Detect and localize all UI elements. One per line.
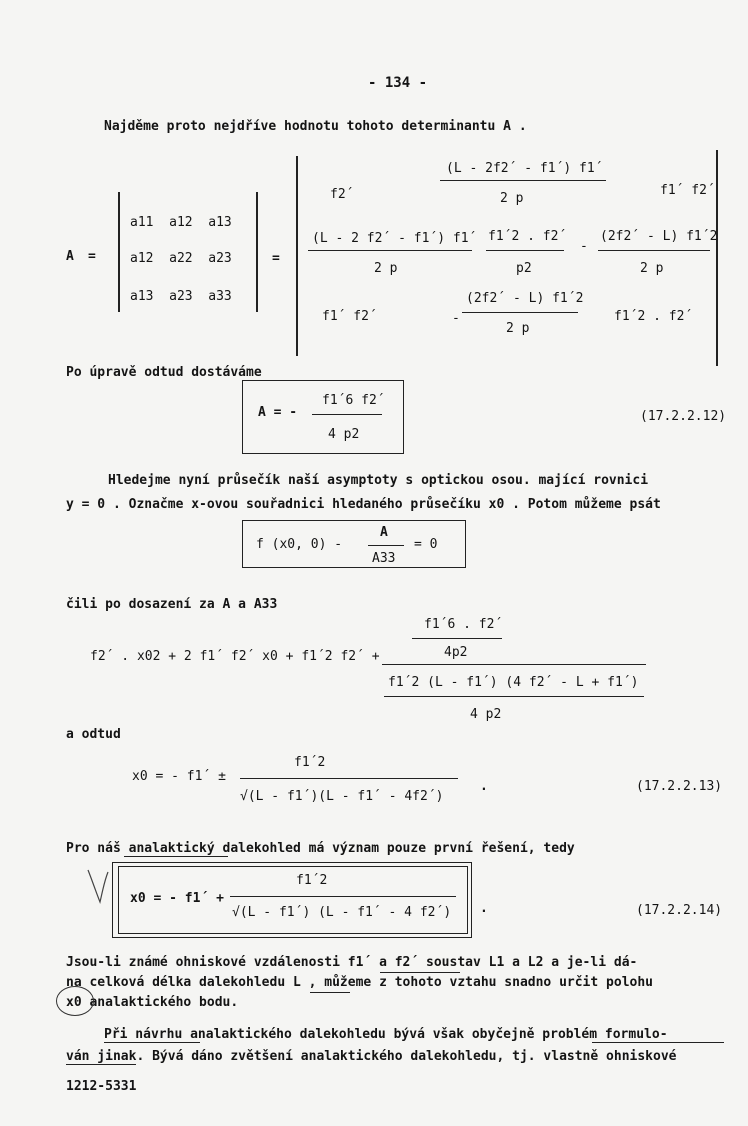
eq-big-outer-den-num: f1´2 (L - f1´) (4 f2´ - L + f1´) xyxy=(388,675,639,690)
big-det-r3c2-den: 2 p xyxy=(506,321,530,336)
eq14-lhs: x0 = - f1´ + xyxy=(130,891,224,906)
eq13-den: √(L - f1´)(L - f1´ - 4f2´) xyxy=(240,789,444,804)
eq13-lhs: x0 = - f1´ ± xyxy=(132,769,226,784)
intro-line: Najděme proto nejdříve hodnotu tohoto determinantu A . xyxy=(104,119,527,134)
big-det-r2c1-num: (L - 2 f2´ - f1´) f1´ xyxy=(312,231,477,246)
small-det-row3: a13 a23 a33 xyxy=(130,289,232,304)
para-7-line-2: ván jinak. Bývá dáno zvětšení analaktického dalekohledu, tj. vlastně ohniskové xyxy=(66,1049,677,1064)
eq-f-num: A xyxy=(380,525,388,540)
eq-f-bar xyxy=(368,545,404,546)
big-det-r3c1: f1´ f2´ xyxy=(322,309,377,324)
eq-big-lhs: f2´ . x02 + 2 f1´ f2´ x0 + f1´2 f2´ + xyxy=(90,649,380,664)
big-det-r2c3-bar xyxy=(598,250,710,251)
small-det-row1: a11 a12 a13 xyxy=(130,215,232,230)
underline-L xyxy=(310,992,350,993)
underline-problem xyxy=(592,1042,724,1043)
big-det-r3c2-bar xyxy=(462,312,578,313)
det-eq-sign-2: = xyxy=(272,251,280,266)
para-6-line-3: x0 analaktického bodu. xyxy=(66,995,239,1010)
big-det-r2c3-num: (2f2´ - L) f1´2 xyxy=(600,229,718,244)
para-2-line-1: Hledejme nyní průsečík naší asymptoty s optickou osou. mající rovnici xyxy=(108,473,649,488)
eq14-tag: (17.2.2.14) xyxy=(636,903,723,918)
underline-pri-navrhu xyxy=(104,1042,200,1043)
para-6-line-1: Jsou-li známé ohniskové vzdálenosti f1´ a f2´ soustav L1 a L2 a je-li dá- xyxy=(66,955,638,970)
big-det-r2c1-den: 2 p xyxy=(374,261,398,276)
underline-van-jinak xyxy=(66,1064,136,1065)
small-det-bar-right xyxy=(256,192,258,312)
eq13-dot: . xyxy=(480,779,488,794)
handwritten-check-mark xyxy=(86,866,110,906)
small-det-row2: a12 a22 a23 xyxy=(130,251,232,266)
underline-f1-f2 xyxy=(380,972,460,973)
small-det-bar-left xyxy=(118,192,120,312)
det-eq-sign: = xyxy=(88,249,96,264)
footer-code: 1212-5331 xyxy=(66,1079,137,1094)
page-number: - 134 - xyxy=(368,75,428,91)
eq14-bar xyxy=(230,896,456,897)
big-det-r2c2-bar xyxy=(486,250,564,251)
big-det-r2c3-den: 2 p xyxy=(640,261,664,276)
para-5: Pro náš analaktický dalekohled má význam pouze první řešení, tedy xyxy=(66,841,575,856)
eq-big-outer-den-bar xyxy=(384,696,644,697)
big-det-r1c2-num: (L - 2f2´ - f1´) f1´ xyxy=(446,161,603,176)
eq-f-den: A33 xyxy=(372,551,396,566)
eq-f-rhs: = 0 xyxy=(414,537,438,552)
big-det-r3c2-sign: - xyxy=(452,311,460,326)
eq14-dot: . xyxy=(480,901,488,916)
para-7-line-1: Při návrhu analaktického dalekohledu bývá však obyčejně problém formulo- xyxy=(104,1027,668,1042)
underline-analakticky xyxy=(124,856,228,857)
eq14-num: f1´2 xyxy=(296,873,328,888)
big-det-r2c2-den: p2 xyxy=(516,261,532,276)
big-det-r3c2-num: (2f2´ - L) f1´2 xyxy=(466,291,584,306)
eq13-tag: (17.2.2.13) xyxy=(636,779,723,794)
big-det-r2c1-bar xyxy=(308,250,472,251)
eq-big-inner-num: f1´6 . f2´ xyxy=(424,617,503,632)
para-1: Po úpravě odtud dostáváme xyxy=(66,365,262,380)
handwritten-circle-x0 xyxy=(56,986,94,1016)
big-det-r2c2-num: f1´2 . f2´ xyxy=(488,229,567,244)
big-det-bar-right xyxy=(716,150,718,366)
eq-f-lhs: f (x0, 0) - xyxy=(256,537,343,552)
para-4: a odtud xyxy=(66,727,121,742)
big-det-r1c1: f2´ xyxy=(330,187,354,202)
big-det-bar-left xyxy=(296,156,298,356)
eq-big-inner-bar xyxy=(412,638,502,639)
big-det-r3c3: f1´2 . f2´ xyxy=(614,309,693,324)
eq14-den: √(L - f1´) (L - f1´ - 4 f2´) xyxy=(232,905,452,920)
big-det-r1c2-den: 2 p xyxy=(500,191,524,206)
eq13-bar xyxy=(240,778,458,779)
big-det-r1c2-bar xyxy=(440,180,606,181)
eq12-bar xyxy=(312,414,382,415)
eq12-tag: (17.2.2.12) xyxy=(640,409,727,424)
para-2-line-2: y = 0 . Označme x-ovou souřadnici hledaného průsečíku x0 . Potom můžeme psát xyxy=(66,497,661,512)
eq13-num: f1´2 xyxy=(294,755,326,770)
eq-big-main-bar xyxy=(382,664,646,665)
eq-big-inner-den: 4p2 xyxy=(444,645,468,660)
big-det-r2c3-sign: - xyxy=(580,239,588,254)
eq12-den: 4 p2 xyxy=(328,427,360,442)
eq12-lhs: A = - xyxy=(258,405,298,420)
para-6-line-2: na celková délka dalekohledu L , můžeme z tohoto vztahu snadno určit polohu xyxy=(66,975,653,990)
para-3: čili po dosazení za A a A33 xyxy=(66,597,278,612)
big-det-r1c3: f1´ f2´ xyxy=(660,183,715,198)
eq12-num: f1´6 f2´ xyxy=(322,393,385,408)
eq-big-outer-den-den: 4 p2 xyxy=(470,707,502,722)
det-lhs-A: A xyxy=(66,249,74,264)
